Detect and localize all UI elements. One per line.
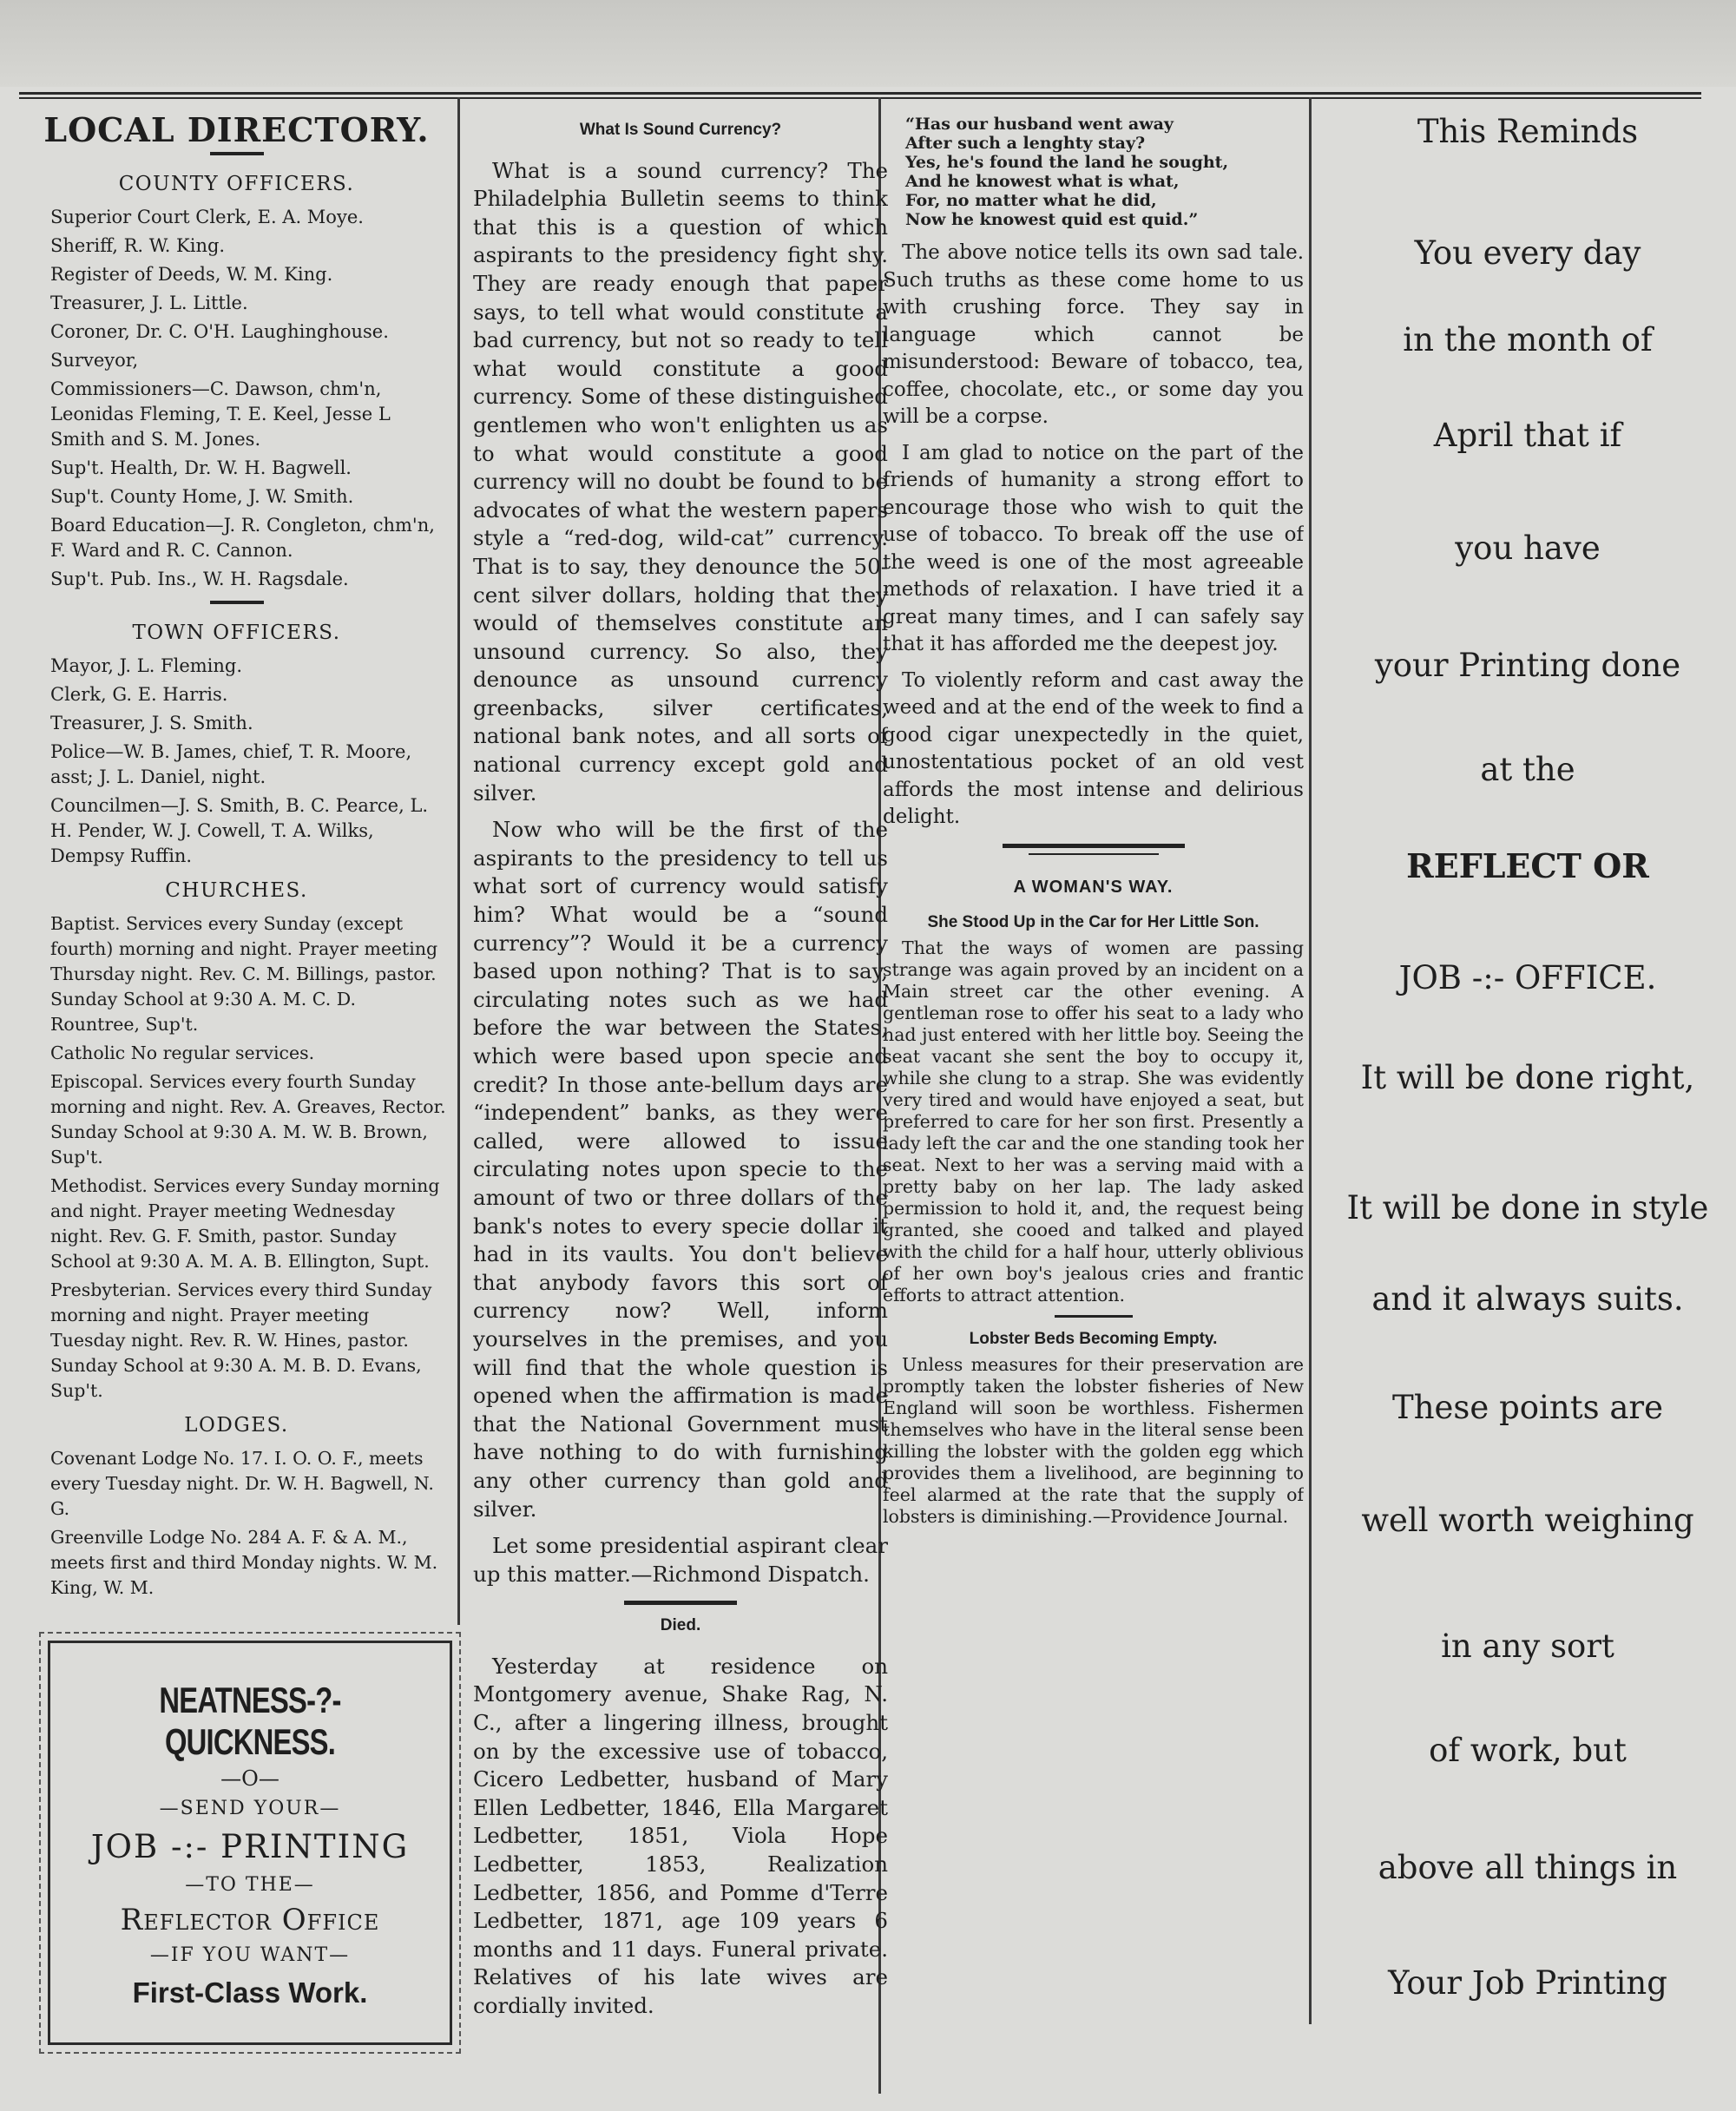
ad-line: REFLECT OR bbox=[1406, 846, 1649, 885]
list-item: Catholic No regular services. bbox=[50, 1042, 315, 1063]
churches-list bbox=[26, 911, 447, 1404]
list-item: Sup't. Health, Dr. W. H. Bagwell. bbox=[50, 457, 352, 478]
ad-line: in the month of bbox=[1403, 321, 1653, 358]
obituary-continued-column bbox=[883, 111, 1304, 2099]
list-item: Presbyterian. Services every third Sunday morning and night. Prayer meeting Tuesday night. Rev. R. W. Hines, pastor. Sunday School at 9:30 A. M. B. D. Evans, Sup't. bbox=[50, 1279, 432, 1401]
column-rule-3 bbox=[1309, 97, 1312, 2024]
article-paragraph: Let some presidential aspirant clear up this matter.—Richmond Dispatch. bbox=[473, 1533, 888, 1587]
ad-line: This Reminds bbox=[1417, 113, 1639, 150]
womans-way-subheading: She Stood Up in the Car for Her Little Son. bbox=[927, 913, 1259, 931]
list-item: Baptist. Services every Sunday (except fourth) morning and night. Prayer meeting Thursday night. Rev. C. M. Billings, pastor. Sunday School at 9:30 A. M. C. D. Rountree, Sup't. bbox=[50, 913, 438, 1035]
list-item: Councilmen—J. S. Smith, B. C. Pearce, L. H. Pender, W. J. Cowell, T. A. Wilks, Dempsy Ruffin. bbox=[50, 795, 429, 866]
died-heading: Died. bbox=[660, 1616, 701, 1635]
divider bbox=[210, 152, 264, 155]
article-paragraph: What is a sound currency? The Philadelphia Bulletin seems to think that this is a question of which aspirants to the presidency fight shy. They are ready enough that paper says, to tell what would constitute a bad currency, but not so ready to tell what would constitute a good currency. Some of these distinguished gentlemen who won't enlighten us as to what would constitute a good currency will no doubt be found to be advocates of what the western papers style a “red-dog, wild-cat” currency. That is to say, they denounce the 50-cent silver dollars, holding that they would of themselves constitute an unsound currency. So also, they denounce as unsound currency greenbacks, silver certificates, national bank notes, and all sorts of national currency except gold and silver. bbox=[473, 157, 888, 806]
list-item: Superior Court Clerk, E. A. Moye. bbox=[50, 207, 364, 227]
ad-line: your Printing done bbox=[1374, 647, 1681, 684]
divider bbox=[1055, 1315, 1133, 1318]
ad-line: you have bbox=[1455, 529, 1601, 567]
list-item: Surveyor, bbox=[50, 350, 139, 371]
list-item: Greenville Lodge No. 284 A. F. & A. M., meets first and third Monday nights. W. M. King, W. M. bbox=[50, 1527, 438, 1598]
ad-line: These points are bbox=[1392, 1389, 1663, 1426]
county-officers-heading: COUNTY OFFICERS. bbox=[118, 173, 355, 195]
list-item: Sup't. Pub. Ins., W. H. Ragsdale. bbox=[50, 569, 349, 589]
ad-headline: NEATNESS-?-QUICKNESS. bbox=[159, 1680, 341, 1762]
reflector-job-office-ad bbox=[1319, 113, 1736, 2109]
divider bbox=[210, 601, 264, 604]
obituary-poem bbox=[905, 115, 1304, 229]
list-item: Board Education—J. R. Congleton, chm'n, F. Ward and R. C. Cannon. bbox=[50, 515, 435, 561]
ad-if-you-want: —IF YOU WANT— bbox=[149, 1944, 351, 1966]
list-item: Coroner, Dr. C. O'H. Laughinghouse. bbox=[50, 321, 389, 342]
article-paragraph: Now who will be the first of the aspirants to the presidency to tell us what sort of currency would satisfy him? What would be a “sound currency”? Would it be a currency based upon nothing? That is to say, circulating notes such as we had before the war between the States, which were based upon specie and credit? In those ante-bellum days are “independent” banks, as they were called, were allowed to issue circulating notes upon specie to the amount of two or three dollars of the bank's notes to every specie dollar it had in its vaults. You don't believe that anybody favors this sort of currency now? Well, inform yourselves in the premises, and you will find that the whole question is opened when the affirmation is made that the National Government must have nothing to do with furnishing any other currency than gold and silver. bbox=[473, 817, 888, 1522]
lodges-heading: LODGES. bbox=[184, 1414, 289, 1437]
page-top-margin bbox=[0, 0, 1736, 87]
sound-currency-column bbox=[473, 111, 888, 2099]
divider bbox=[624, 1601, 737, 1605]
top-rule-thin bbox=[19, 97, 1701, 99]
ad-line: Your Job Printing bbox=[1388, 1964, 1667, 2002]
ad-line: well worth weighing bbox=[1361, 1502, 1694, 1539]
directory-title: LOCAL DIRECTORY. bbox=[43, 111, 430, 149]
ad-to-the: —TO THE— bbox=[185, 1874, 315, 1896]
poem-line: Now he knowest quid est quid.” bbox=[905, 210, 1199, 229]
ad-line: of work, but bbox=[1429, 1732, 1627, 1769]
ad-ornament: —O— bbox=[220, 1766, 279, 1791]
neatness-quickness-ad bbox=[48, 1641, 452, 2045]
list-item: Episcopal. Services every fourth Sunday morning and night. Rev. A. Greaves, Rector. Sunday School at 9:30 A. M. W. B. Brown, Sup't. bbox=[50, 1071, 446, 1167]
list-item: Covenant Lodge No. 17. I. O. O. F., meets every Tuesday night. Dr. W. H. Bagwell, N. G. bbox=[50, 1448, 434, 1519]
list-item: Commissioners—C. Dawson, chm'n, Leonidas Fleming, T. E. Keel, Jesse L Smith and S. M. Jones. bbox=[50, 378, 391, 450]
article-paragraph: That the ways of women are passing strange was again proved by an incident on a Main street car the other evening. A gentleman rose to offer his seat to a lady who had just entered with her little boy. Seeing the seat vacant she sent the boy to occupy it, while she clung to a strap. She was evidently very tired and would have enjoyed a seat, but preferred to care for her son first. Presently a lady left the car and the one standing took her seat. Next to her was a serving maid with a pretty baby on her lap. The lady asked permission to hold it, and, the request being granted, she cooed and talked and played with the child for a half hour, utterly oblivious of her own boy's jealous cries and frantic efforts to attract attention. bbox=[883, 937, 1304, 1305]
poem-line: Yes, he's found the land he sought, bbox=[905, 153, 1229, 172]
list-item: Treasurer, J. S. Smith. bbox=[50, 713, 253, 733]
town-officers-list bbox=[26, 654, 447, 869]
ad-first-class: First-Class Work. bbox=[132, 1976, 368, 2009]
ad-line: It will be done right, bbox=[1360, 1059, 1695, 1096]
poem-line: “Has our husband went away bbox=[905, 115, 1174, 134]
poem-line: After such a lenghty stay? bbox=[905, 134, 1146, 153]
ad-line: April that if bbox=[1433, 417, 1622, 454]
list-item: Police—W. B. James, chief, T. R. Moore, asst; J. L. Daniel, night. bbox=[50, 741, 412, 787]
list-item: Clerk, G. E. Harris. bbox=[50, 684, 228, 705]
top-rule bbox=[19, 92, 1701, 95]
churches-heading: CHURCHES. bbox=[165, 879, 308, 902]
ad-reflector-office: Reflector Office bbox=[120, 1903, 380, 1937]
list-item: Register of Deeds, W. M. King. bbox=[50, 264, 333, 285]
article-paragraph: The above notice tells its own sad tale. Such truths as these come home to us with crushing force. They say in language which cannot be misunderstood: Beware of tobacco, tea, coffee, chocolate, etc., or some day you will be a corpse. bbox=[883, 241, 1304, 428]
ad-line: in any sort bbox=[1441, 1628, 1614, 1665]
town-officers-heading: TOWN OFFICERS. bbox=[132, 621, 341, 644]
list-item: Sheriff, R. W. King. bbox=[50, 235, 226, 256]
list-item: Mayor, J. L. Fleming. bbox=[50, 655, 243, 676]
poem-line: For, no matter what he did, bbox=[905, 191, 1157, 210]
poem-line: And he knowest what is what, bbox=[905, 172, 1180, 191]
county-officers-list bbox=[26, 205, 447, 592]
divider bbox=[1003, 844, 1185, 848]
ad-send-your: —SEND YOUR— bbox=[159, 1798, 341, 1819]
local-directory-column bbox=[26, 111, 447, 1621]
ad-line: It will be done in style bbox=[1346, 1189, 1709, 1226]
ad-line: You every day bbox=[1414, 234, 1641, 272]
article-paragraph: I am glad to notice on the part of the friends of humanity a strong effort to encourage those who wish to quit the use of tobacco. To break off the use of the weed is one of the most agreeable methods of relaxation. I have tried it a great many times, and I can safely say that it has afforded me the deepest joy. bbox=[883, 441, 1304, 655]
lodges-list bbox=[26, 1446, 447, 1601]
ad-line: at the bbox=[1480, 751, 1575, 788]
womans-way-heading: A WOMAN'S WAY. bbox=[1013, 877, 1174, 897]
ad-line: above all things in bbox=[1378, 1849, 1678, 1886]
list-item: Treasurer, J. L. Little. bbox=[50, 293, 248, 313]
list-item: Sup't. County Home, J. W. Smith. bbox=[50, 486, 354, 507]
sound-currency-heading: What Is Sound Currency? bbox=[579, 121, 782, 139]
article-paragraph: To violently reform and cast away the weed and at the end of the week to find a good cigar unexpectedly in the quiet, unostentatious pocket of an old vest affords the most intense and delirious delight. bbox=[883, 668, 1304, 828]
article-paragraph: Yesterday at residence on Montgomery avenue, Shake Rag, N. C., after a lingering illness, brought on by the excessive use of tobacco, Cicero Ledbetter, husband of Mary Ellen Ledbetter, 1846, Ella Margaret Ledbetter, 1851, Viola Hope Ledbetter, 1853, Realization Ledbetter, 1856, and Pomme d'Terre Ledbetter, 1871, age 109 years 6 months and 11 days. Funeral private. Relatives of his late wives are cordially invited. bbox=[473, 1653, 888, 2018]
article-paragraph: Unless measures for their preservation are promptly taken the lobster fisheries of New England will soon be worthless. Fishermen themselves who have in the literal sense been killing the lobster with the golden egg which provides them a livelihood, are beginning to feel alarmed at the rate that the supply of lobsters is diminishing.—Providence Journal. bbox=[883, 1354, 1304, 1527]
ad-job-printing: JOB -:- PRINTING bbox=[90, 1828, 410, 1865]
divider-thin bbox=[1029, 853, 1159, 855]
lobster-heading: Lobster Beds Becoming Empty. bbox=[969, 1330, 1218, 1348]
ad-line: and it always suits. bbox=[1371, 1280, 1684, 1318]
column-rule-1 bbox=[457, 97, 460, 1625]
ad-line: JOB -:- OFFICE. bbox=[1398, 959, 1657, 996]
list-item: Methodist. Services every Sunday morning and night. Prayer meeting Wednesday night. Rev. G. F. Smith, pastor. Sunday School at 9:30 A. M. A. B. Ellington, Supt. bbox=[50, 1175, 440, 1272]
